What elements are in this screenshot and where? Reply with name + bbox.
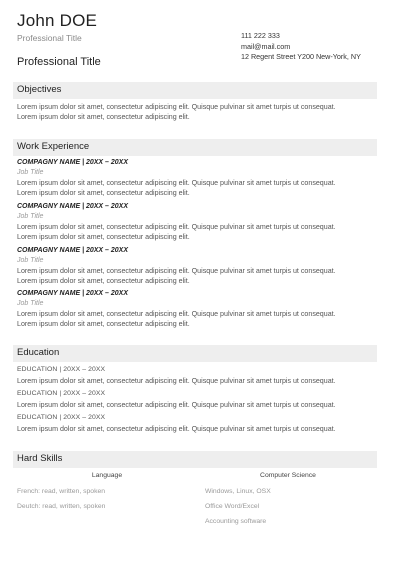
job-description — [17, 266, 377, 287]
work-experience-heading: Work Experience — [17, 141, 90, 152]
job-description-line: Lorem ipsum dolor sit amet, consectetur adipiscing elit. — [17, 320, 190, 329]
objectives-line: Lorem ipsum dolor sit amet, consectetur adipiscing elit. Quisque pulvinar sit amet turpis ut consequat. — [17, 103, 336, 111]
skill-item: French: read, written, spoken — [17, 488, 106, 495]
job-description — [17, 222, 377, 243]
job-description-line: Lorem ipsum dolor sit amet, consectetur adipiscing elit. Quisque pulvinar sit amet turpis ut consequat. — [17, 223, 336, 231]
job-company: COMPAGNY NAME | 20XX – 20XX — [17, 290, 129, 297]
job-description-line: Lorem ipsum dolor sit amet, consectetur adipiscing elit. Quisque pulvinar sit amet turpis ut consequat. — [17, 267, 336, 275]
skill-item: Office Word/Excel — [205, 503, 260, 510]
job-description-line: Lorem ipsum dolor sit amet, consectetur adipiscing elit. — [17, 233, 190, 242]
job-company: COMPAGNY NAME | 20XX – 20XX — [17, 203, 129, 210]
job-company: COMPAGNY NAME | 20XX – 20XX — [17, 159, 129, 166]
skill-item: Accounting software — [205, 518, 267, 525]
job-description-line: Lorem ipsum dolor sit amet, consectetur adipiscing elit. Quisque pulvinar sit amet turpis ut consequat. — [17, 310, 336, 318]
education-label: EDUCATION | 20XX – 20XX — [17, 366, 106, 373]
work-experience-header — [13, 139, 377, 156]
job-title: Job Title — [17, 257, 44, 264]
skills-column-title: Language — [91, 472, 123, 479]
job-title: Job Title — [17, 169, 44, 176]
objectives-header — [13, 82, 377, 99]
education-heading: Education — [17, 347, 60, 358]
job-title: Job Title — [17, 213, 44, 220]
education-header — [13, 345, 377, 362]
education-label: EDUCATION | 20XX – 20XX — [17, 390, 106, 397]
professional-title: Professional Title — [17, 56, 101, 68]
job-company: COMPAGNY NAME | 20XX – 20XX — [17, 247, 129, 254]
objectives-heading: Objectives — [17, 84, 62, 95]
contact-phone: 111 222 333 — [241, 31, 280, 40]
job-description-line: Lorem ipsum dolor sit amet, consectetur adipiscing elit. — [17, 277, 190, 286]
contact-address: 12 Regent Street Y200 New-York, NY — [241, 52, 361, 61]
education-description: Lorem ipsum dolor sit amet, consectetur adipiscing elit. Quisque pulvinar sit amet turpis ut consequat. — [17, 401, 336, 409]
job-description-line: Lorem ipsum dolor sit amet, consectetur adipiscing elit. Quisque pulvinar sit amet turpis ut consequat. — [17, 179, 336, 187]
contact-block — [241, 31, 361, 63]
education-description: Lorem ipsum dolor sit amet, consectetur adipiscing elit. Quisque pulvinar sit amet turpis ut consequat. — [17, 425, 336, 433]
job-description-line: Lorem ipsum dolor sit amet, consectetur adipiscing elit. — [17, 189, 190, 198]
skill-item: Deutch: read, written, spoken — [17, 503, 106, 510]
job-description — [17, 178, 377, 199]
objectives-text — [17, 102, 377, 123]
job-description — [17, 309, 377, 330]
contact-email: mail@mail.com — [241, 41, 291, 51]
hard-skills-header — [13, 451, 377, 468]
education-label: EDUCATION | 20XX – 20XX — [17, 414, 106, 421]
job-title: Job Title — [17, 300, 44, 307]
skill-item: Windows, Linux, OSX — [205, 488, 271, 495]
education-description: Lorem ipsum dolor sit amet, consectetur adipiscing elit. Quisque pulvinar sit amet turpis ut consequat. — [17, 377, 336, 385]
candidate-name: John DOE — [17, 11, 98, 30]
hard-skills-heading: Hard Skills — [17, 453, 63, 464]
candidate-subtitle: Professional Title — [17, 33, 82, 43]
objectives-line: Lorem ipsum dolor sit amet, consectetur adipiscing elit. — [17, 113, 190, 122]
skills-column-title: Computer Science — [260, 472, 316, 479]
